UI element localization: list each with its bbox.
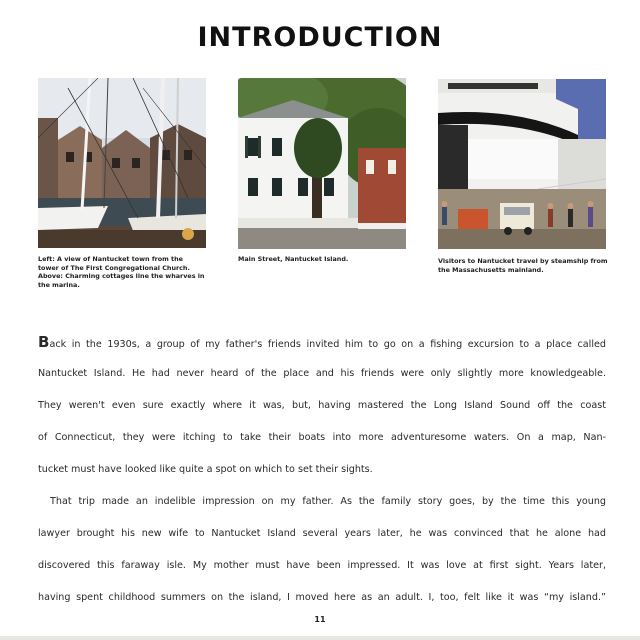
caption-line: Visitors to Nantucket travel by steamship from <box>438 257 608 265</box>
body-line: That trip made an indelible impression on my father. As the family story goes, by the time this young <box>50 496 606 507</box>
body-line <box>38 326 606 358</box>
body-line: of Connecticut, they were itching to take their boats into more adventuresome waters. On a map, Nan- <box>38 432 606 443</box>
harbor-marina-photo <box>38 78 206 248</box>
caption-line: the Massachusetts mainland. <box>438 265 544 274</box>
caption-line: Main Street, Nantucket Island. <box>238 255 349 263</box>
body-line: Nantucket Island. He had never heard of the place and his friends were only slightly more knowledgeable. <box>38 368 606 379</box>
page-number: 11 <box>314 615 326 624</box>
body-line-text: ack in the 1930s, a group of my father's friends invited him to go on a fishing excursion to a place called <box>49 339 606 350</box>
caption-line: Above: Charming cottages line the wharves in <box>38 272 205 280</box>
steamship-photo <box>438 79 606 249</box>
drop-cap: B <box>38 333 50 351</box>
photo-caption-main-street <box>238 255 408 264</box>
body-line: discovered this faraway isle. My mother must have been impressed. It was love at first sight. Years later, <box>38 560 606 571</box>
body-line: tucket must have looked like quite a spot on which to set their sights. <box>38 464 373 475</box>
caption-line: the marina. <box>38 280 80 289</box>
page-edge <box>0 636 640 640</box>
caption-line: Left: A view of Nantucket town from the <box>38 255 183 263</box>
photo-caption-harbor <box>38 255 208 289</box>
caption-line: tower of The First Congregational Church. <box>38 263 190 272</box>
body-line: lawyer brought his new wife to Nantucket Island several years later, he was convinced that he alone had <box>38 528 606 539</box>
page-title: INTRODUCTION <box>197 22 443 53</box>
body-line: having spent childhood summers on the island, I moved here as an adult. I, too, felt like it was “my island.” <box>38 592 606 603</box>
main-street-house-photo <box>238 78 406 249</box>
body-text <box>38 326 606 614</box>
body-line: They weren't even sure exactly where it was, but, having mastered the Long Island Sound off the coast <box>38 400 606 411</box>
photo-caption-steamship <box>438 257 608 274</box>
